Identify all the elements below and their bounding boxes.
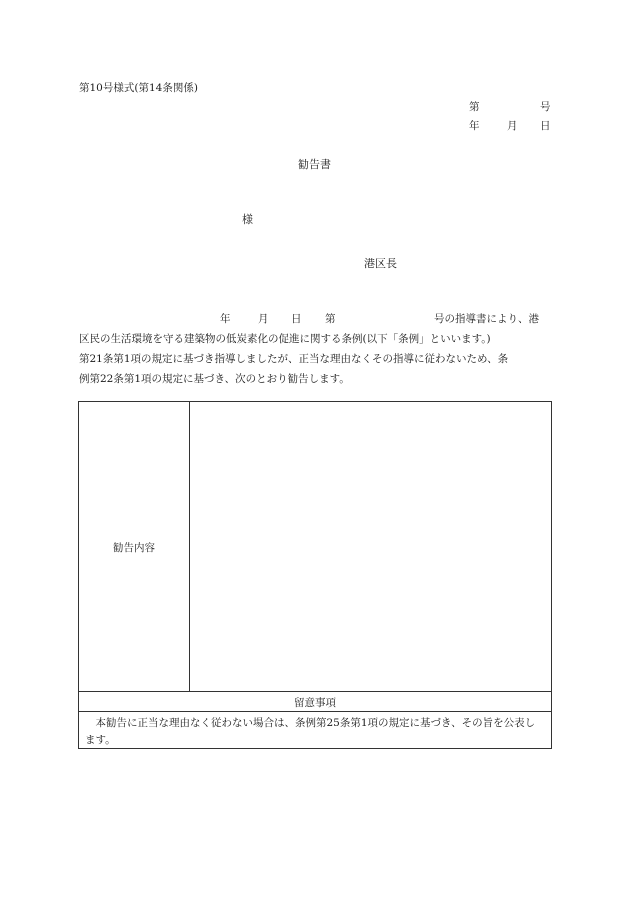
addressee-honorific: 様 — [242, 213, 253, 226]
guidance-number-prefix: 第 — [325, 313, 336, 325]
body-line-3: 第21条第1項の規定に基づき指導しましたが、正当な理由なくその指導に従わないため、条 — [79, 353, 509, 365]
notes-body-text: 本勧告に正当な理由なく従わない場合は、条例第25条第1項の規定に基づき、その旨を公表します。 — [85, 717, 536, 746]
document-number-suffix: 号 — [540, 101, 551, 113]
guidance-date-month: 月 — [258, 313, 269, 325]
body-line-2: 区民の生活環境を守る建築物の低炭素化の促進に関する条例(以下「条例」といいます。) — [79, 333, 491, 345]
guidance-date-year: 年 — [220, 313, 231, 325]
date-year-label: 年 — [469, 120, 480, 132]
date-day-label: 日 — [540, 120, 551, 132]
table-row-divider — [79, 691, 551, 692]
body-line-1-text: 号の指導書により、港 — [434, 313, 539, 325]
date-month-label: 月 — [507, 120, 518, 132]
recommendation-content-field[interactable] — [190, 402, 551, 691]
recommendation-content-label: 勧告内容 — [113, 542, 155, 554]
recommendation-table — [78, 401, 552, 749]
notes-heading: 留意事項 — [294, 697, 336, 709]
body-line-4: 例第22条第1項の規定に基づき、次のとおり勧告します。 — [79, 373, 350, 385]
document-number-prefix: 第 — [469, 101, 480, 113]
table-row-divider — [79, 711, 551, 712]
notes-body — [85, 715, 545, 749]
guidance-date-day: 日 — [291, 313, 302, 325]
document-title: 勧告書 — [298, 158, 331, 171]
issuer-name: 港区長 — [364, 257, 397, 270]
form-label: 第10号様式(第14条関係) — [79, 82, 198, 94]
